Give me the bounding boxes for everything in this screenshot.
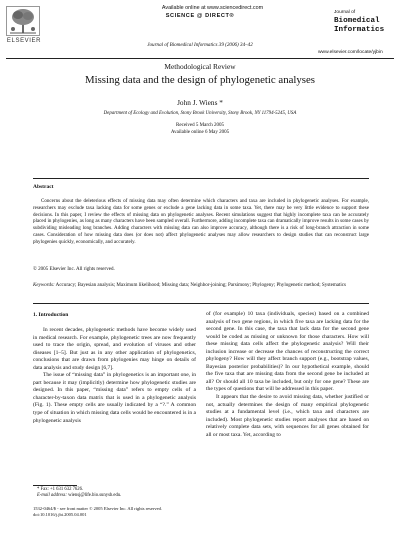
- available-online-text: Available online at www.sciencedirect.com: [161, 5, 264, 11]
- author-affiliation: Department of Ecology and Evolution, Stony Brook University, Stony Brook, NY 11794-5245, USA: [103, 111, 297, 116]
- abstract-heading: Abstract: [33, 184, 54, 190]
- article-title: Missing data and the design of phylogenetic analyses: [85, 74, 315, 86]
- footnote: [33, 487, 196, 499]
- journal-label-small: Journal of: [334, 10, 356, 15]
- abstract-top-rule: [33, 178, 369, 179]
- journal-title-line-2: Informatics: [334, 26, 385, 34]
- journal-url: www.elsevier.com/locate/yjbin: [318, 50, 383, 55]
- publisher-name: ELSEVIER: [6, 38, 42, 44]
- abstract-text: Concerns about the deleterious effects of missing data may often determine which characters and taxa are included in phylogenetic analyses. For example, researchers may exclude taxa lacking data for some genes or exclude a gene lacking data in some taxa. Yet, there may be very little evidence to support these decisions. In this paper, I review the effects of missing data on phylogenetic analyses. Recent simulations suggest that highly incomplete taxa can be accurately placed in phylogenies, as long as many characters have been sampled overall. Furthermore, adding incomplete taxa can dramatically improve results in some cases by subdividing misleading long branches. Adding characters with missing data can also improve accuracy, although there is a risk of long-branch attraction in some cases. Consideration of how missing data does (or does not) affect phylogenetic analyses may allow researchers to design studies that can reconstruct large phylogenies quickly, economically, and accurately.: [33, 198, 369, 245]
- paragraph: of (for example) 10 taxa (individuals, species) based on a combined analysis of two gene regions, in which five taxa are lacking data for the second gene. In this case, the taxa that lack data for the second gene would be coded as missing or unknown for those characters. How will these missing data cells affect the phylogenetic analysis? Will their inclusion increase or decrease the chances of reconstructing the correct phylogeny? How will they affect branch support (e.g., bootstrap values, Bayesian posterior probabilities)? In our hypothetical example, should the five taxa that are missing data from the second gene be included at all? Or should all 10 taxa be included, but only for one gene? These are the types of questions that will be addressed in this paper.: [206, 311, 369, 393]
- footnote-email[interactable]: wiensj@life.bio.sunysb.edu.: [66, 493, 122, 499]
- doi-line[interactable]: doi:10.1016/j.jbi.2005.04.001: [33, 512, 87, 517]
- footnote-fax: * Fax: +1 631 632 7626.: [37, 487, 84, 492]
- journal-citation: Journal of Biomedical Informatics 39 (2006) 34–42: [147, 42, 253, 48]
- issn-line: 1532-0464/$ - see front matter © 2005 Elsevier Inc. All rights reserved.: [33, 506, 163, 511]
- paragraph: It appears that the desire to avoid missing data, whether justified or not, actually determines the design of many empirical phylogenetic studies at a fundamental level (i.e., which taxa and characters are included). Most phylogenetic studies report analyses that are based on relatively complete data sets, with sequences for all genes obtained for all or most taxa. Yet, according to: [206, 394, 369, 438]
- keywords: [33, 282, 369, 289]
- keywords-label: Keywords:: [33, 282, 55, 288]
- abstract-bottom-rule: [33, 303, 369, 304]
- paragraph: The issue of “missing data” in phylogenetics is an important one, in part because it may (implicitly) determine how phylogenetic studies are designed. In this paper, “missing data” refers to empty cells of a character-by-taxon data matrix that is used in a phylogenetic analysis (Fig. 1). These empty cells are usually indicated by a “?.” A common type of situation in which missing data cells would be encountered is in a phylogenetic analysis: [33, 372, 196, 424]
- body-column-right: [206, 311, 369, 439]
- journal-title-line-1: Biomedical: [334, 17, 380, 25]
- keywords-list: Accuracy; Bayesian analysis; Maximum likelihood; Missing data; Neighbor-joining; Parsimony; Phylogeny; Phylogenetic method; Systematics: [54, 282, 347, 288]
- article-type: Methodological Review: [164, 62, 236, 71]
- abstract-copyright: © 2005 Elsevier Inc. All rights reserved.: [33, 266, 115, 272]
- paragraph: In recent decades, phylogenetic methods have become widely used in medical research. For example, phylogenetic trees are now frequently used to trace the origin, spread, and evolution of viruses and other diseases [1–5]. But just as in any other application of phylogenetics, conclusions that are drawn from phylogenies may hinge on details of data analysis and study design [6,7].: [33, 327, 196, 371]
- publication-info: [33, 506, 213, 518]
- footnote-email-label: E-mail address:: [37, 493, 67, 499]
- body-column-left: [33, 327, 196, 425]
- elsevier-tree-logo: [6, 6, 40, 36]
- article-author: John J. Wiens *: [177, 98, 223, 107]
- sciencedirect-logo: SCIENCE @ DIRECT®: [165, 13, 235, 19]
- available-date: Available online 6 May 2005: [170, 130, 230, 135]
- header-divider: [6, 58, 394, 59]
- received-date: Received 5 March 2005: [176, 123, 224, 128]
- section-heading-introduction: 1. Introduction: [33, 312, 69, 318]
- footnote-rule: [33, 485, 77, 486]
